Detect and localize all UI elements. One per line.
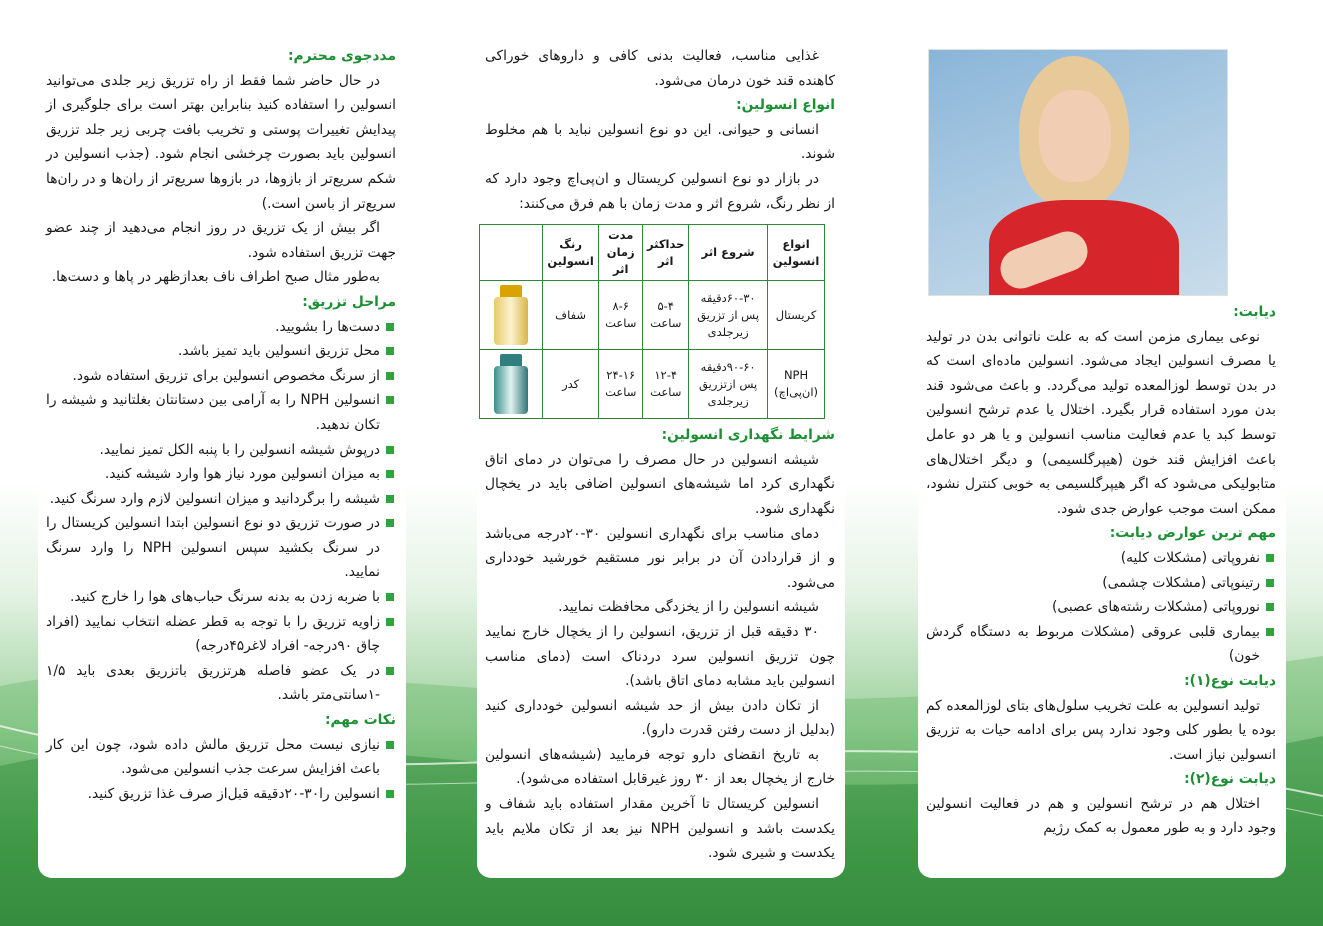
type1-paragraph: تولید انسولین به علت تخریب سلول‌های بتای لوزالمعده کم بوده یا بطور کلی وجود ندارد پس برای ادامه حیات به تزریق انسولین نیاز است. (926, 697, 1276, 763)
complications-list (926, 546, 1276, 669)
list-item: در یک عضو فاصله هرتزریق باتزریق بعدی باید ۱/۵ -۱سانتی‌متر باشد. (46, 659, 396, 708)
storage-paragraph: ۳۰ دقیقه قبل از تزریق، انسولین را از یخچال خارج نمایید چون تزریق انسولین سرد دردناک است (دمای مناسب انسولین باید مشابه دمای اتاق باشد). (485, 623, 835, 690)
header-duration: مدت زمان اثر (599, 225, 643, 281)
header-onset: شروع اثر (689, 225, 768, 281)
list-item: از سرنگ مخصوص انسولین برای تزریق استفاده شود. (46, 364, 396, 389)
table-row (480, 350, 825, 419)
insulin-types-panel (477, 38, 845, 878)
diabetes-heading: دیابت: (1233, 304, 1276, 320)
list-item: رتینوپاتی (مشکلات چشمی) (926, 571, 1276, 596)
list-item: بیماری قلبی عروقی (مشکلات مربوط به دستگاه گردش خون) (926, 620, 1276, 669)
cell-color: شفاف (543, 281, 599, 350)
list-item: زاویه تزریق را با توجه به قطر عضله انتخاب نمایید (افراد چاق ۹۰درجه- افراد لاغر۴۵درجه) (46, 610, 396, 659)
storage-paragraph: انسولین کریستال تا آخرین مقدار استفاده باید شفاف و یکدست باشد و انسولین NPH نیز بعد از تکان ملایم باید یکدست و شیری شود. (485, 796, 835, 862)
diabetes-definition: نوعی بیماری مزمن است که به علت ناتوانی بدن در تولید یا مصرف انسولین ایجاد می‌شود. انسولین ماده‌ای است که در بدن توسط لوزالمعده تولید می‌گردد. و باعث می‌شود قند بدن مورد استفاده قرار بگیرد. اختلال یا عدم ترشح انسولین توسط کبد یا عدم فعالیت مناسب انسولین و یا هر دو عامل باعث افزایش قند خون (هیپرگلسیمی) و دیگر اختلال‌های متابولیکی می‌شود که اگر هیپرگلسیمی به خوبی کنترل نشود، ممکن است موجب عوارض جدی شود. (926, 328, 1276, 517)
storage-paragraph: دمای مناسب برای نگهداری انسولین ۳۰-۲۰درجه می‌باشد و از قراردادن آن در برابر نور مستقیم خورشید خودداری می‌شود. (485, 525, 835, 591)
insulin-types-heading: انواع انسولین: (736, 97, 835, 114)
important-notes-list (46, 733, 396, 807)
cell-peak: ۵-۴ ساعت (643, 281, 689, 350)
insulin-types-paragraph-2: در بازار دو نوع انسولین کریستال و ان‌پی‌اچ وجود دارد که از نظر رنگ، شروع اثر و مدت زمان با هم فرق می‌کنند: (485, 170, 835, 212)
list-item: به میزان انسولین مورد نیاز هوا وارد شیشه کنید. (46, 462, 396, 487)
list-item: محل تزریق انسولین باید تمیز باشد. (46, 339, 396, 364)
header-image (480, 225, 543, 281)
injection-guide-panel (38, 38, 406, 878)
cell-image (480, 350, 543, 419)
cell-type: NPH (ان‌پی‌اچ) (768, 350, 825, 419)
list-item: نفروپاتی (مشکلات کلیه) (926, 546, 1276, 571)
cell-onset: ۶۰-۳۰دقیقه پس از تزریق زیرجلدی (689, 281, 768, 350)
nph-insulin-vial-image (482, 352, 540, 416)
intro-paragraph-3: به‌طور مثال صبح اطراف ناف بعدازظهر در پاها و دست‌ها. (51, 269, 380, 286)
complications-heading: مهم ترین عوارض دیابت: (1109, 525, 1276, 542)
cell-duration: ۸-۶ ساعت (599, 281, 643, 350)
cell-image (480, 281, 543, 350)
list-item: نیازی نیست محل تزریق مالش داده شود، چون این کار باعث افزایش سرعت جذب انسولین می‌شود. (46, 733, 396, 782)
storage-paragraph: از تکان دادن بیش از حد شیشه انسولین خودداری کنید (بدلیل از دست رفتن قدرت دارو). (485, 697, 835, 739)
injection-steps-list (46, 315, 396, 709)
header-type: انواع انسولین (768, 225, 825, 281)
storage-paragraph: به تاریخ انقضای دارو توجه فرمایید (شیشه‌های انسولین خارج از یخچال بعد از ۳۰ روز غیرقابل استفاده می‌شود). (485, 746, 835, 788)
diabetes-info-panel (918, 38, 1286, 878)
cell-color: کدر (543, 350, 599, 419)
injection-steps-heading: مراحل تزریق: (302, 293, 396, 310)
list-item: شیشه را برگردانید و میزان انسولین لازم وارد سرنگ کنید. (46, 487, 396, 512)
storage-heading: شرایط نگهداری انسولین: (661, 427, 835, 444)
header-color: رنگ انسولین (543, 225, 599, 281)
type1-heading: دیابت نوع(۱): (1184, 672, 1276, 689)
cell-type: کریستال (768, 281, 825, 350)
list-item: درپوش شیشه انسولین را با پنبه الکل تمیز نمایید. (46, 438, 396, 463)
regular-insulin-vial-image (482, 283, 540, 347)
type2-heading: دیابت نوع(۲): (1184, 771, 1276, 788)
intro-paragraph-2: اگر بیش از یک تزریق در روز انجام می‌دهید از چند عضو جهت تزریق استفاده شود. (46, 220, 396, 261)
list-item: انسولین را۳۰-۲۰دقیقه قبل‌از صرف غذا تزریق کنید. (46, 782, 396, 807)
cell-duration: ۲۴-۱۶ ساعت (599, 350, 643, 419)
insulin-comparison-table (479, 224, 825, 419)
cell-peak: ۱۲-۴ ساعت (643, 350, 689, 419)
intro-paragraph-1: در حال حاضر شما فقط از راه تزریق زیر جلدی می‌توانید انسولین را استفاده کنید بنابراین بهتر است برای جلوگیری از پیدایش تغییرات پوستی و تخریب بافت چربی زیر جلد تزریق انسولین باید بصورت چرخشی انجام شود. (جذب انسولین در شکم سریع‌تر از بازوها، در بازوها سریع‌تر از ران‌ها و در ران‌ها سریع‌تر از باسن است.) (46, 72, 396, 212)
continued-paragraph: غذایی مناسب، فعالیت بدنی کافی و داروهای خوراکی کاهنده قند خون درمان می‌شود. (485, 48, 835, 89)
insulin-types-paragraph-1: انسانی و حیوانی. این دو نوع انسولین نباید با هم مخلوط شوند. (485, 121, 835, 163)
important-notes-heading: نکات مهم: (324, 712, 396, 729)
table-row (480, 281, 825, 350)
list-item: انسولین NPH را به آرامی بین دستانتان بغلتانید و شیشه را تکان ندهید. (46, 388, 396, 437)
storage-paragraph: شیشه انسولین در حال مصرف را می‌توان در دمای اتاق نگهداری کرد اما شیشه‌های انسولین اضافی باید در یخچال نگهداری شود. (485, 451, 835, 517)
type2-paragraph: اختلال هم در ترشح انسولین و هم در فعالیت انسولین وجود دارد و به طور معمول به کمک رژیم (926, 795, 1276, 837)
header-peak: حداکثر اثر (643, 225, 689, 281)
list-item: نوروپاتی (مشکلات رشته‌های عصبی) (926, 595, 1276, 620)
girl-injecting-insulin-photo (928, 49, 1228, 296)
storage-paragraph: شیشه انسولین را از یخزدگی محافظت نمایید. (558, 599, 819, 616)
table-header-row (480, 225, 825, 281)
list-item: در صورت تزریق دو نوع انسولین ابتدا انسولین کریستال را در سرنگ بکشید سپس انسولین NPH را وارد سرنگ نمایید. (46, 511, 396, 585)
list-item: دست‌ها را بشویید. (46, 315, 396, 340)
list-item: با ضربه زدن به بدنه سرنگ حباب‌های هوا را خارج کنید. (46, 585, 396, 610)
patient-heading: مددجوی محترم: (288, 48, 396, 64)
cell-onset: ۹۰-۶۰دقیقه پس ازتزریق زیرجلدی (689, 350, 768, 419)
